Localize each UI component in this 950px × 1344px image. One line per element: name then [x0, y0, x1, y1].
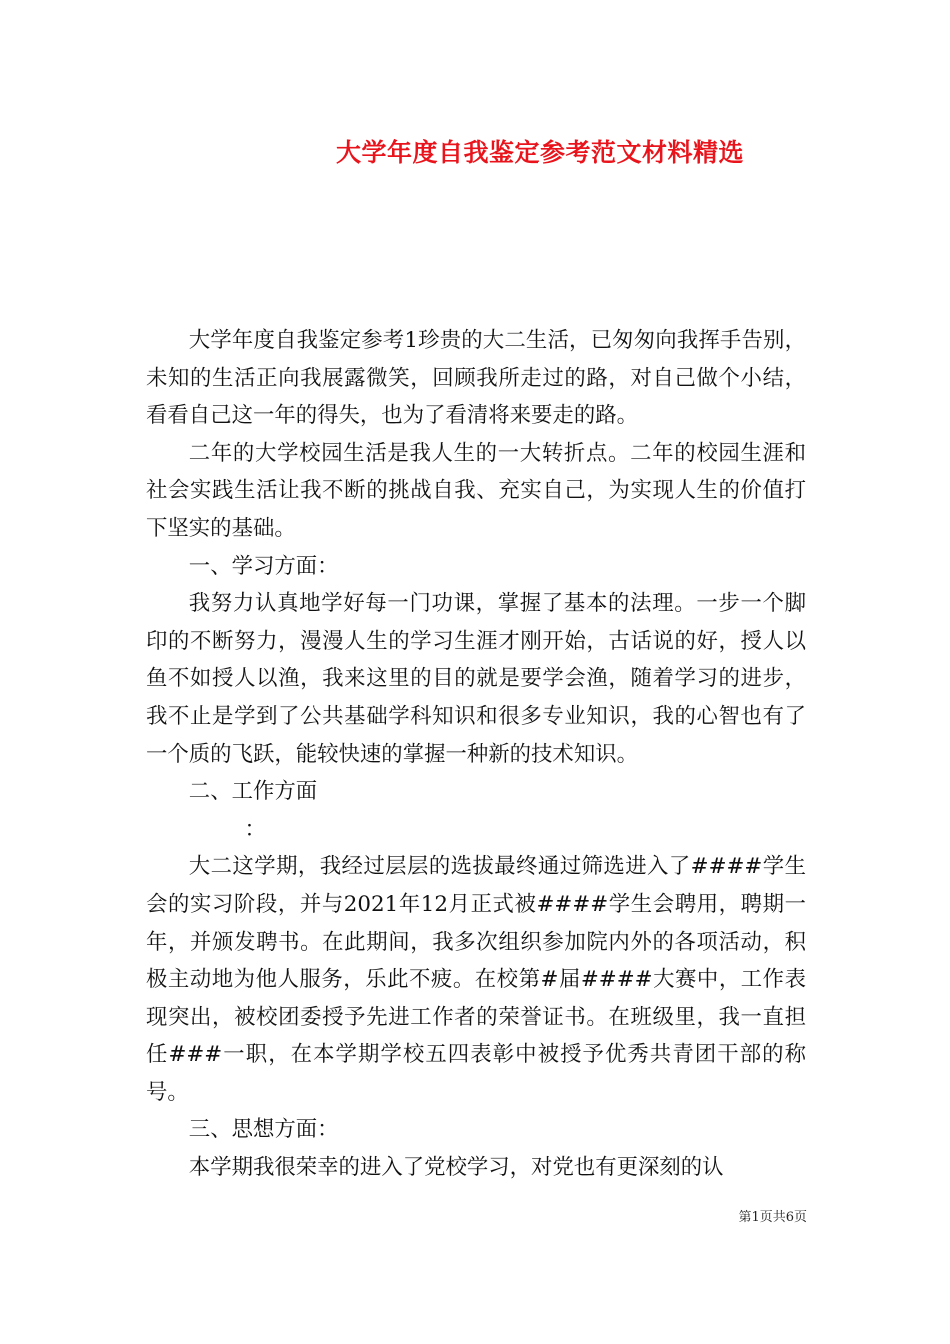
paragraph-overview: 二年的大学校园生活是我人生的一大转折点。二年的校园生涯和社会实践生活让我不断的挑战自我、充实自己，为实现人生的价值打下坚实的基础。	[146, 440, 806, 541]
document-body	[146, 322, 806, 1187]
page-title: 大学年度自我鉴定参考范文材料精选	[335, 138, 744, 167]
paragraph-work: 大二这学期，我经过层层的选拔最终通过筛选进入了####学生会的实习阶段，并与2021年12月正式被####学生会聘用，聘期一年，并颁发聘书。在此期间，我多次组织参加院内外的各项活动，积极主动地为他人服务，乐此不疲。在校第#届####大赛中，工作表现突出，被校团委授予先进工作者的荣誉证书。在班级里，我一直担任###一职，在本学期学校五四表彰中被授予优秀共青团干部的称号。	[146, 854, 806, 1105]
heading-work: 二、工作方面	[188, 779, 318, 805]
page-footer: 第1页共6页	[738, 1210, 807, 1225]
heading-thought: 三、思想方面：	[188, 1117, 339, 1143]
heading-study: 一、学习方面：	[188, 553, 339, 579]
paragraph-thought: 本学期我很荣幸的进入了党校学习，对党也有更深刻的认	[188, 1155, 724, 1181]
paragraph-study: 我努力认真地学好每一门功课，掌握了基本的法理。一步一个脚印的不断努力，漫漫人生的学习生涯才刚开始，古话说的好，授人以鱼不如授人以渔，我来这里的目的就是要学会渔，随着学习的进步，我不止是学到了公共基础学科知识和很多专业知识，我的心智也有了一个质的飞跃，能较快速的掌握一种新的技术知识。	[146, 591, 806, 767]
heading-work-colon: ：	[244, 816, 266, 842]
paragraph-intro: 大学年度自我鉴定参考1珍贵的大二生活，已匆匆向我挥手告别，未知的生活正向我展露微笑，回顾我所走过的路，对自己做个小结，看看自己这一年的得失，也为了看清将来要走的路。	[146, 328, 806, 429]
